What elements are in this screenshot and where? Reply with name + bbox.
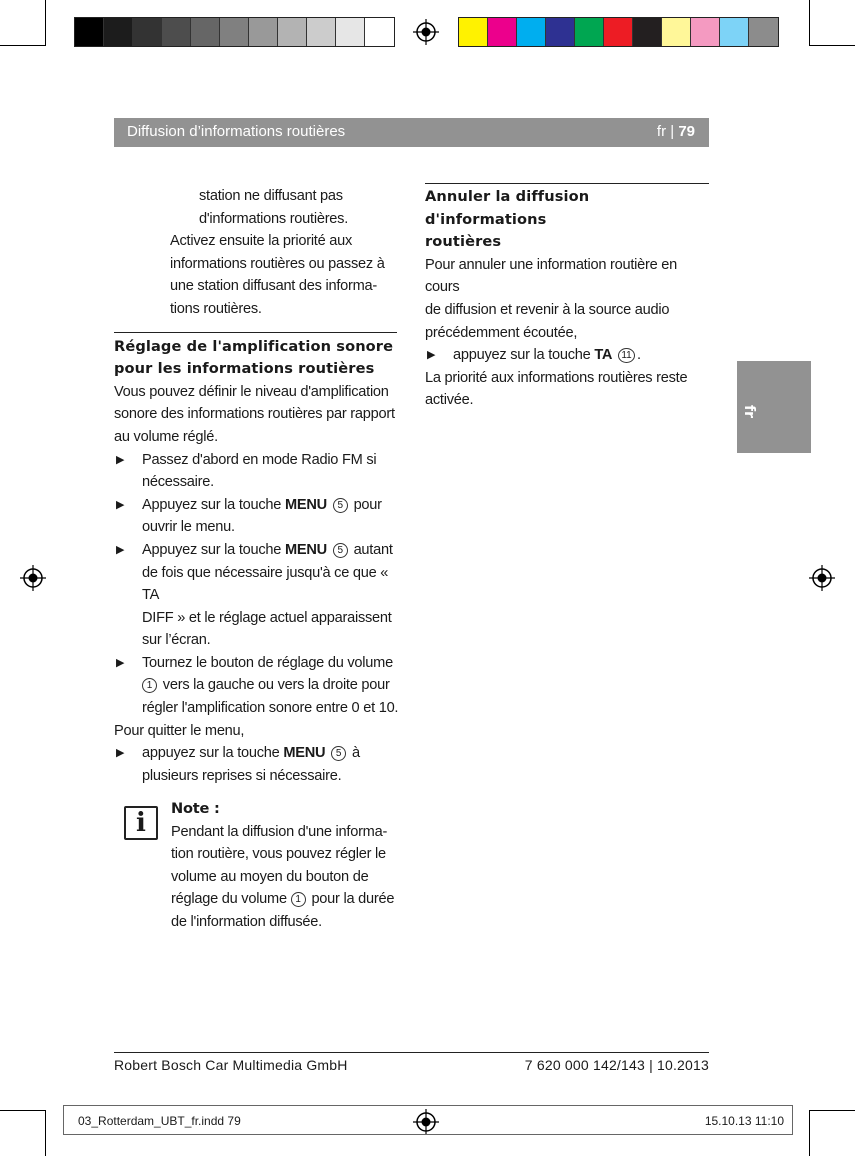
crop-mark (45, 0, 46, 46)
registration-mark-icon (809, 565, 835, 591)
text-line: station ne diffusant pas (199, 188, 343, 204)
callout-number: 11 (618, 348, 635, 363)
crop-mark (45, 1110, 46, 1156)
color-swatch (191, 18, 220, 46)
text-line: tions routières. (170, 300, 262, 317)
text-line: La priorité aux informations routières reste (425, 369, 688, 386)
crop-mark (809, 45, 855, 46)
color-swatch (720, 18, 749, 46)
slug-timestamp: 15.10.13 11:10 (704, 1114, 784, 1128)
text-line: précédemment écoutée, (425, 324, 578, 341)
footer-company: Robert Bosch Car Multimedia GmbH (114, 1057, 348, 1073)
language-tab: fr (737, 361, 811, 453)
list-item: ▶ appuyez sur la touche MENU 5 à plusieurs reprises si nécessaire. (114, 742, 404, 787)
section-heading: Réglage de l'amplification sonore pour les informations routières (114, 337, 394, 378)
text-line: Vous pouvez définir le niveau d'amplification (114, 383, 389, 400)
play-arrow-icon: ▶ (116, 453, 125, 466)
text-line: une station diffusant des informa- (170, 278, 378, 295)
text-line: sonore des informations routières par rapport (114, 406, 395, 423)
crop-mark (0, 1110, 46, 1111)
color-swatch (459, 18, 488, 46)
list-item: ▶ appuyez sur la touche TA 11 . (425, 344, 715, 367)
list-item: ▶ Passez d'abord en mode Radio FM si nécessaire. (114, 449, 404, 494)
color-swatch (662, 18, 691, 46)
text-line: Pour annuler une information routière en cours (425, 256, 678, 296)
text-line: d'informations routières. (199, 210, 349, 227)
grayscale-bar (74, 17, 395, 47)
color-swatch (749, 18, 778, 46)
color-swatch (249, 18, 278, 46)
slug-filename: 03_Rotterdam_UBT_fr.indd 79 (78, 1114, 241, 1128)
left-column (114, 185, 404, 787)
color-swatch (278, 18, 307, 46)
color-swatch (517, 18, 546, 46)
color-swatch (220, 18, 249, 46)
callout-number: 1 (291, 892, 306, 907)
color-swatch (162, 18, 191, 46)
section-heading: Annuler la diffusion d'informations routières (425, 188, 590, 251)
page-number: fr | 79 (656, 123, 695, 140)
callout-number: 5 (333, 498, 348, 513)
callout-number: 5 (333, 543, 348, 558)
color-swatch (488, 18, 517, 46)
registration-mark-icon (413, 19, 439, 45)
text-line: au volume réglé. (114, 428, 218, 445)
text-line: informations routières ou passez à (170, 255, 385, 272)
play-arrow-icon: ▶ (116, 498, 125, 511)
info-icon: i (124, 806, 158, 840)
crop-mark (809, 1110, 855, 1111)
registration-mark-icon (20, 565, 46, 591)
color-swatch (75, 18, 104, 46)
page-header (114, 118, 709, 147)
color-bar (458, 17, 779, 47)
play-arrow-icon: ▶ (116, 543, 125, 556)
section-rule (425, 183, 709, 184)
note-title: Note : (171, 800, 220, 817)
play-arrow-icon: ▶ (116, 747, 125, 760)
text-line: de diffusion et revenir à la source audio (425, 301, 670, 318)
list-item: ▶ Tournez le bouton de réglage du volume 1 vers la gauche ou vers la droite pour régler l'amplification sonore entre 0 et 10. (114, 652, 404, 720)
callout-number: 5 (331, 746, 346, 761)
callout-number: 1 (142, 678, 157, 693)
color-swatch (575, 18, 604, 46)
text-line: Activez ensuite la priorité aux (170, 233, 353, 250)
color-swatch (633, 18, 662, 46)
section-rule (114, 332, 397, 333)
play-arrow-icon: ▶ (116, 656, 125, 669)
note-block: Note : Pendant la diffusion d'une informa- tion routière, vous pouvez régler le volume au moyen du bouton de réglage du volume 1 pour la durée de l'information diffusée. (171, 798, 401, 934)
color-swatch (691, 18, 720, 46)
print-slug (63, 1105, 793, 1135)
color-swatch (604, 18, 633, 46)
crop-mark (0, 45, 46, 46)
text-line: Pour quitter le menu, (114, 722, 245, 739)
crop-mark (809, 1110, 810, 1156)
color-swatch (133, 18, 162, 46)
color-swatch (104, 18, 133, 46)
color-swatch (336, 18, 365, 46)
section-title: Diffusion d’informations routières (127, 123, 346, 140)
crop-mark (809, 0, 810, 46)
text-line: activée. (425, 392, 474, 409)
color-swatch (307, 18, 336, 46)
footer-rule (114, 1052, 709, 1053)
play-arrow-icon: ▶ (427, 349, 436, 362)
list-item: ▶ Appuyez sur la touche MENU 5 autant de fois que nécessaire jusqu'à ce que « TA DIFF » et le réglage actuel apparaissent sur l’écran. (114, 539, 404, 652)
right-column (425, 183, 715, 412)
color-swatch (546, 18, 575, 46)
list-item: ▶ Appuyez sur la touche MENU 5 pour ouvrir le menu. (114, 494, 404, 539)
color-swatch (365, 18, 394, 46)
footer-docnumber: 7 620 000 142/143 | 10.2013 (524, 1057, 709, 1073)
